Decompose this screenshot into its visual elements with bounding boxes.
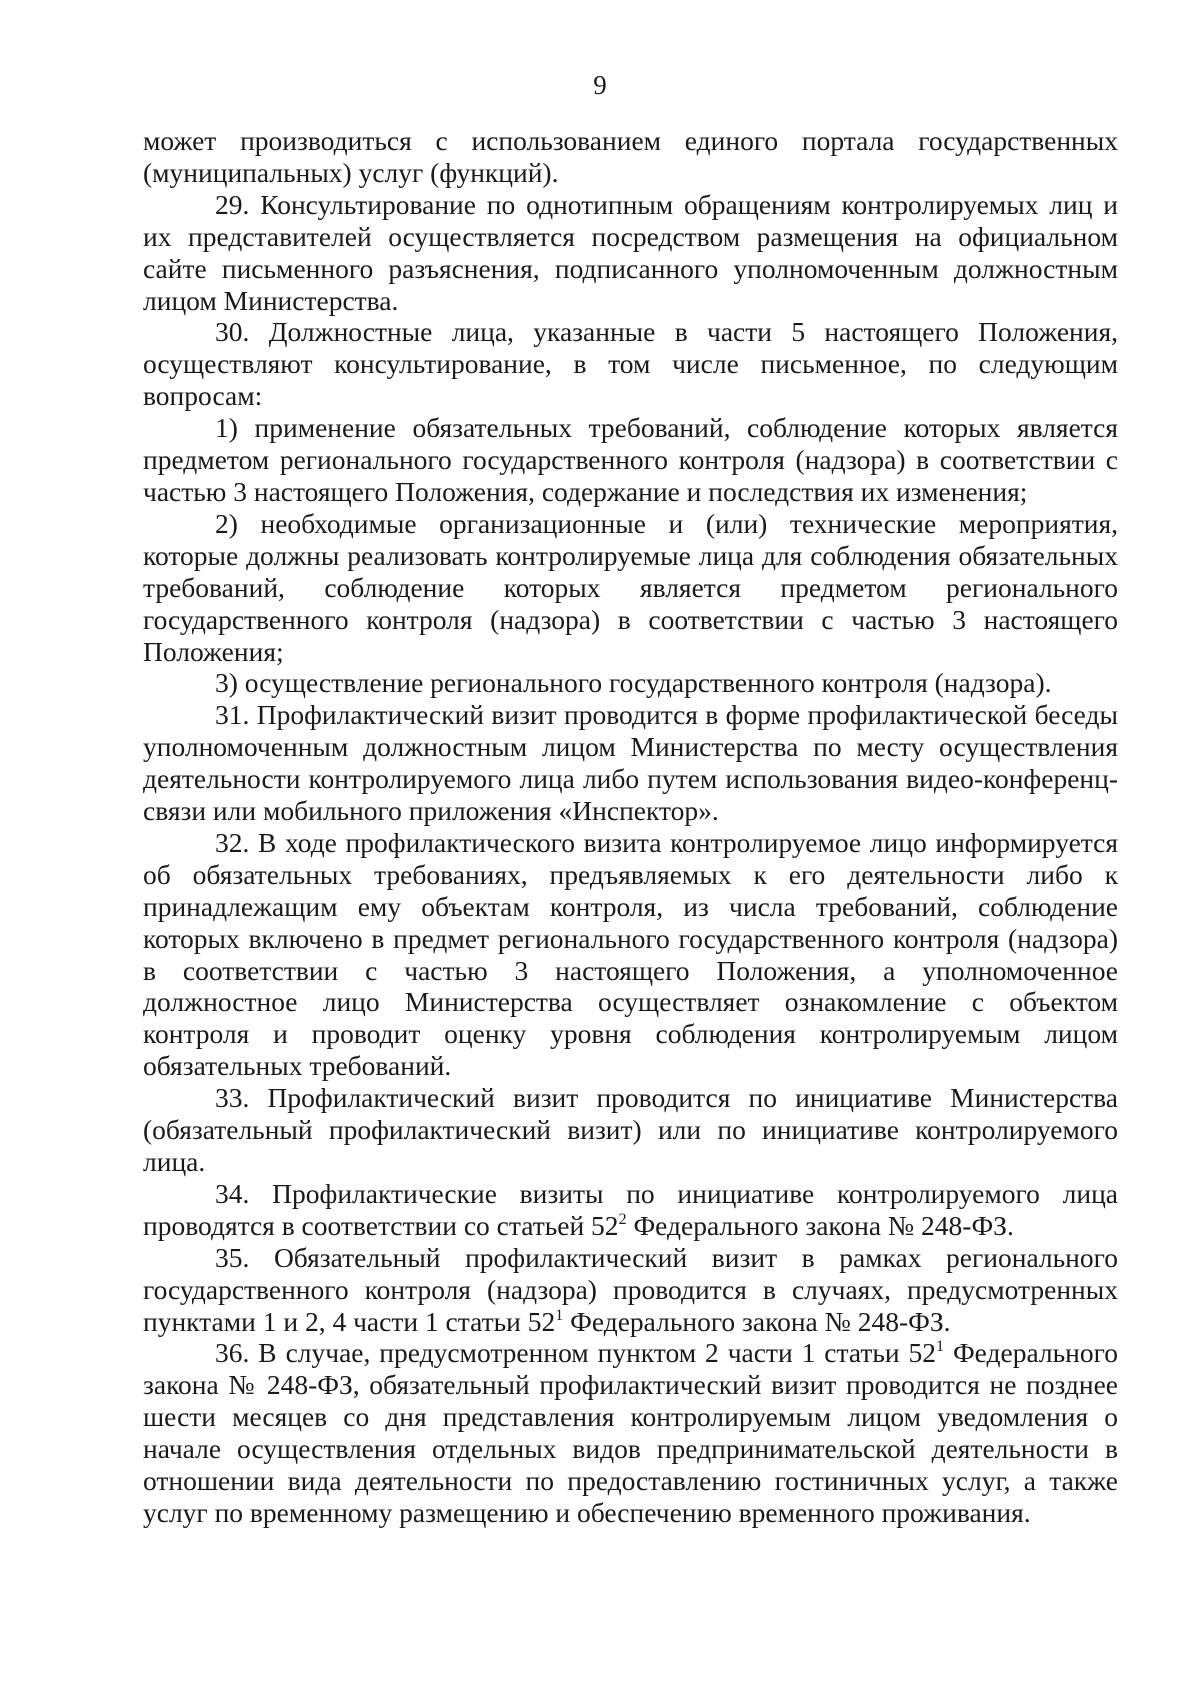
paragraph-text: 34. Профилактические визиты по инициативе контролируемого лица проводятся в соответствии со статьей 52 (143, 1177, 1118, 1241)
paragraph-text: 2) необходимые организационные и (или) технические мероприятия, которые должны реализовать контролируемые лица для соблюдения обязательных требований, соблюдение которых является предметом регионального государственного контроля (надзора) в соответствии с частью 3 настоящего Положения; (143, 507, 1118, 667)
paragraph-text: Федерального закона № 248-ФЗ. (626, 1209, 1014, 1241)
paragraph-p30 (143, 316, 1118, 412)
paragraph-text: 1) применение обязательных требований, соблюдение которых является предметом регионального государственного контроля (надзора) в соответствии с частью 3 настоящего Положения, содержание и последствия их изменения; (143, 412, 1118, 507)
paragraph-text: 3) осуществление регионального государственного контроля (надзора). (215, 667, 1052, 699)
paragraph-text: 31. Профилактический визит проводится в форме профилактической беседы уполномоченным должностным лицом Министерства по месту осуществления деятельности контролируемого лица либо путем использования видео-конференц-связи или мобильного приложения «Инспектор». (143, 699, 1118, 827)
paragraph-p32 (143, 827, 1118, 1082)
document-body (143, 125, 1118, 1529)
paragraph-text: может производиться с использованием единого портала государственных (муниципальных) услуг (функций). (143, 125, 1118, 188)
paragraph-p34 (143, 1178, 1118, 1242)
paragraph-p31 (143, 699, 1118, 827)
paragraph-p30-1 (143, 412, 1118, 508)
paragraph-text: Федерального закона № 248-ФЗ. (563, 1305, 951, 1337)
paragraph-p30-3 (143, 667, 1118, 699)
superscript: 1 (936, 1338, 945, 1356)
paragraph-text: Федерального закона № 248-ФЗ, обязательный профилактический визит проводится не позднее шести месяцев со дня представления контролируемым лицом уведомления о начале осуществления отдельных видов предпринимательской деятельности в отношении вида деятельности по предоставлению гостиничных услуг, а также услуг по временному размещению и обеспечению временного проживания. (143, 1337, 1118, 1528)
paragraph-cont (143, 125, 1118, 189)
paragraph-p29 (143, 189, 1118, 317)
paragraph-text: 35. Обязательный профилактический визит в рамках регионального государственного контроля (надзора) проводится в случаях, предусмотренных пунктами 1 и 2, 4 части 1 статьи 52 (143, 1241, 1118, 1337)
superscript: 1 (555, 1306, 564, 1324)
paragraph-text: 36. В случае, предусмотренном пунктом 2 части 1 статьи 52 (215, 1337, 937, 1369)
page-number: 9 (593, 70, 607, 100)
paragraph-p36 (143, 1337, 1118, 1528)
paragraph-text: 30. Должностные лица, указанные в части 5 настоящего Положения, осуществляют консультирование, в том числе письменное, по следующим вопросам: (143, 316, 1118, 412)
paragraph-text: 32. В ходе профилактического визита контролируемое лицо информируется об обязательных требованиях, предъявляемых к его деятельности либо к принадлежащим ему объектам контроля, из числа требований, соблюдение которых включено в предмет регионального государственного контроля (надзора) в соответствии с частью 3 настоящего Положения, а уполномоченное должностное лицо Министерства осуществляет ознакомление с объектом контроля и проводит оценку уровня соблюдения контролируемым лицом обязательных требований. (143, 826, 1118, 1082)
paragraph-text: 33. Профилактический визит проводится по инициативе Министерства (обязательный профилактический визит) или по инициативе контролируемого лица. (143, 1082, 1118, 1177)
paragraph-p33 (143, 1082, 1118, 1178)
paragraph-text: 29. Консультирование по однотипным обращениям контролируемых лиц и их представителей осуществляется посредством размещения на официальном сайте письменного разъяснения, подписанного уполномоченным должностным лицом Министерства. (143, 188, 1118, 316)
paragraph-p35 (143, 1242, 1118, 1338)
paragraph-p30-2 (143, 508, 1118, 668)
superscript: 2 (618, 1210, 627, 1228)
